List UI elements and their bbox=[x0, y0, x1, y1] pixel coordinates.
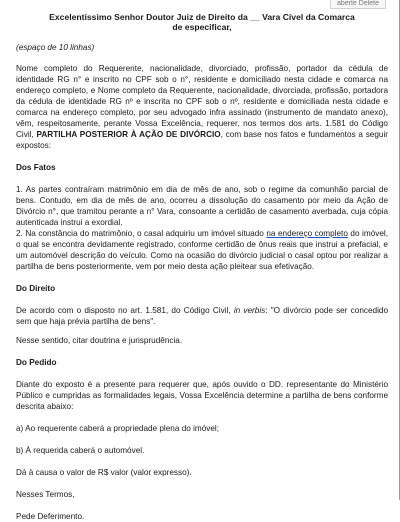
facts-p2-text-a: 2. Na constância do matrimônio, o casal adquiriu um imóvel situado bbox=[16, 229, 267, 238]
court-address-line2: de especificar, bbox=[172, 22, 232, 32]
law-paragraph-2: Nesse sentido, citar doutrina e jurisprudência. bbox=[16, 336, 183, 345]
law-paragraph-1 bbox=[16, 305, 388, 327]
heading-law: Do Direito bbox=[16, 284, 56, 293]
heading-request: Do Pedido bbox=[16, 358, 57, 367]
law-p1-text-b: : "O divórcio pode ser concedido sem que haja prévia partilha de bens". bbox=[16, 306, 388, 326]
request-item-b: b) À requerida caberá o automóvel. bbox=[16, 446, 145, 455]
request-item-a: a) Ao requerente caberá a propriedade plena do imóvel; bbox=[16, 424, 220, 433]
space-note: (espaço de 10 linhas) bbox=[16, 43, 95, 52]
closing-line-1: Nesses Termos, bbox=[16, 490, 75, 499]
facts-paragraph-2 bbox=[16, 228, 388, 272]
case-value: Dá à causa o valor de R$ valor (valor expresso). bbox=[16, 468, 192, 477]
request-paragraph: Diante do exposto é a presente para requerer que, após ouvido o DD. representante do Ministério Público e cumpridas as formalidades legais, Vossa Excelência determine a partilha de bens conforme descrita abaixo: bbox=[16, 380, 388, 411]
intro-text-1: Nome completo do Requerente, nacionalidade, divorciado, profissão, portador da cédula de identidade RG n° e inscrito no CPF sob o n°, residente e domiciliado nesta cidade e comarca na endereço completo, e Nome completo da Requerente, nacionalidade, divorciada, profissão, portadora da cédula de identidade RG nº e inscrita no CPF sob o nº, residente e domiciliada nesta cidade e comarca na endereço completo, por seu advogado infra assinado (instrumento de mandato anexo), vêm, respeitosamente, perante Vossa Excelência, requerer, nos termos dos arts. 1.581 do Código Civil, bbox=[16, 64, 388, 139]
heading-facts: Dos Fatos bbox=[16, 163, 56, 172]
law-p1-text-a: De acordo com o disposto no art. 1.581, do Código Civil, bbox=[16, 306, 234, 315]
intro-text-2: , com base nos fatos e fundamentos a seguir expostos: bbox=[16, 130, 388, 150]
closing-line-2: Pede Deferimento. bbox=[16, 512, 85, 521]
court-address-line1: Excelentíssimo Senhor Doutor Juiz de Direito da __ Vara Cível da Comarca bbox=[49, 12, 355, 22]
address-link[interactable]: na endereço completo bbox=[266, 229, 348, 238]
facts-paragraph-1: 1. As partes contraíram matrimônio em dia de mês de ano, sob o regime da comunhão parcial de bens. Contudo, em dia de mês de ano, ocorreu a dissolução do casamento por meio da Ação de Divórcio n°, que tramitou perante a n° Vara, consoante a certidão de casamento averbada, cuja cópia autenticada instrui a exordial. bbox=[16, 185, 388, 227]
intro-bold-title: PARTILHA POSTERIOR À AÇÃO DE DIVÓRCIO bbox=[36, 130, 221, 139]
document-body bbox=[16, 12, 388, 522]
facts-p2-text-b: do imóvel, o qual se encontra devidamente registrado, conforme certidão de ônus reais que instrui a prefacial, e um automóvel descrição do veículo. Como na ocasião do divórcio judicial o casal optou por realizar a partilha de bens posteriormente, vem por meio desta ação pleitear sua efetivação. bbox=[16, 229, 388, 271]
law-p1-italic: in verbis bbox=[233, 306, 266, 315]
corner-tag: aberte Delete bbox=[330, 0, 386, 9]
intro-paragraph bbox=[16, 63, 388, 151]
